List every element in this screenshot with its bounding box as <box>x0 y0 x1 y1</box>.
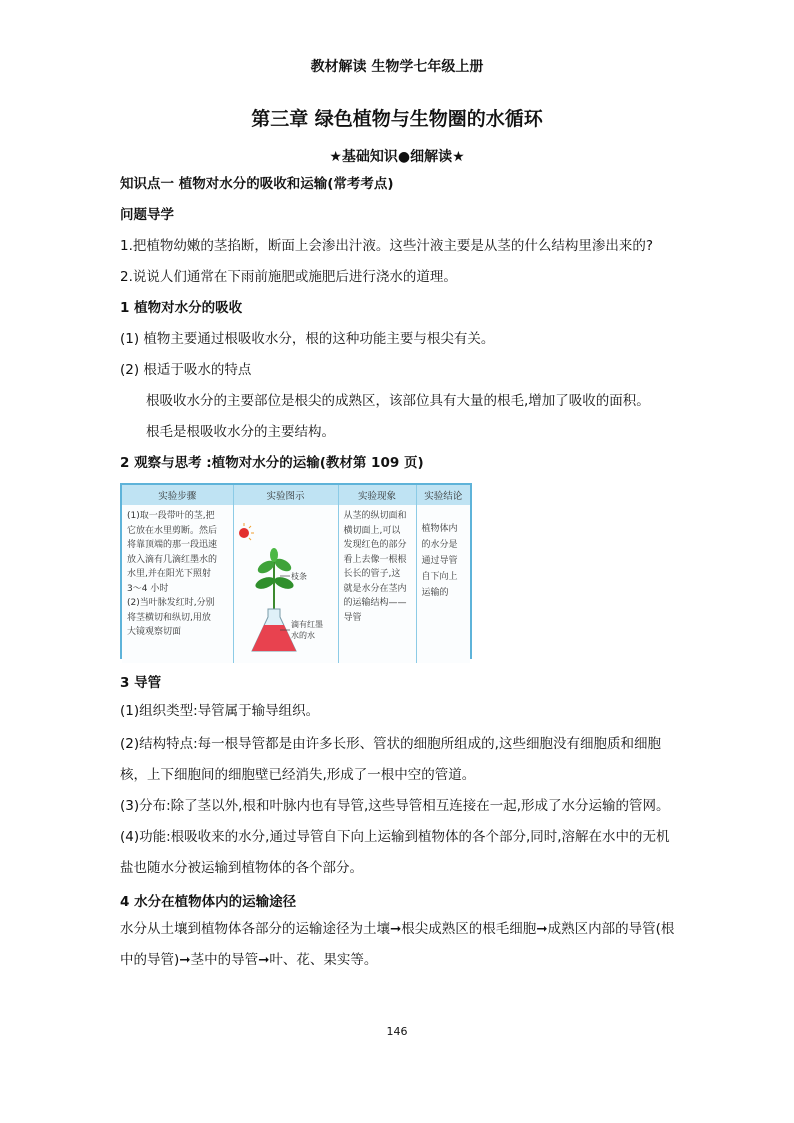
section-3-para-3: (3)分布:除了茎以外,根和叶脉内也有导管,这些导管相互连接在一起,形成了水分运输的管网。 <box>120 798 670 814</box>
section-1-title: 1 植物对水分的吸收 <box>120 300 243 316</box>
guide-title: 问题导学 <box>120 207 174 223</box>
step-line: (2)当叶脉发红时,分别 <box>127 598 215 608</box>
experiment-figure <box>234 505 338 657</box>
conclusion-line: 通过导管 <box>421 556 458 566</box>
figure-label-water: 水的水 <box>290 631 315 640</box>
page-number: 146 <box>386 1025 408 1038</box>
table-cell-conclusion <box>416 505 470 663</box>
observation-line: 看上去像一根根 <box>343 554 407 565</box>
table-cell-observation <box>338 505 416 663</box>
step-line: 水里,并在阳光下照射 <box>127 569 211 579</box>
section-2-title: 2 观察与思考 :植物对水分的运输(教材第 109 页) <box>120 455 424 471</box>
conclusion-line: 自下向上 <box>421 572 458 582</box>
observation-line: 就是水分在茎内 <box>343 583 407 594</box>
observation-line: 导管 <box>343 612 362 623</box>
figure-label-branch: 枝条 <box>290 572 307 581</box>
guide-question-1: 1.把植物幼嫩的茎掐断，断面上会渗出汁液。这些汁液主要是从茎的什么结构里渗出来的? <box>120 238 654 254</box>
observation-line: 的运输结构—— <box>343 598 407 608</box>
section-subtitle: ★基础知识●细解读★ <box>329 149 465 165</box>
step-line: 3～4 小时 <box>127 583 169 594</box>
body-text <box>120 174 680 976</box>
section-3-para-2: (2)结构特点:每一根导管都是由许多长形、管状的细胞所组成的,这些细胞没有细胞质和细胞核，上下细胞间的细胞壁已经消失,形成了一根中空的管道。 <box>120 736 661 783</box>
section-4-title: 4 水分在植物体内的运输途径 <box>120 894 297 910</box>
table-header-steps: 实验步骤 <box>122 485 233 505</box>
running-header: 教材解读 生物学七年级上册 <box>310 59 484 75</box>
section-3-para-1: (1)组织类型:导管属于输导组织。 <box>120 703 320 719</box>
step-line: 大镜观察切面 <box>127 627 182 637</box>
step-line: (1)取一段带叶的茎,把 <box>127 511 215 521</box>
observation-line: 从茎的纵切面和 <box>343 511 407 521</box>
table-header-observation: 实验现象 <box>338 485 416 505</box>
conclusion-line: 的水分是 <box>421 540 458 550</box>
step-line: 将靠顶端的那一段迅速 <box>127 540 218 550</box>
chapter-title: 第三章 绿色植物与生物圈的水循环 <box>251 108 543 130</box>
section-3-para-4: (4)功能:根吸收来的水分,通过导管自下向上运输到植物体的各个部分,同时,溶解在水中的无机盐也随水分被运输到植物体的各个部分。 <box>120 829 670 876</box>
section-1-para-3: 根吸收水分的主要部位是根尖的成熟区，该部位具有大量的根毛,增加了吸收的面积。 <box>146 393 650 409</box>
knowledge-point-title: 知识点一 植物对水分的吸收和运输(常考考点) <box>120 176 394 192</box>
observation-line: 发现红色的部分 <box>343 540 407 550</box>
observation-line: 长长的管子,这 <box>343 569 401 579</box>
table-header-conclusion: 实验结论 <box>416 485 470 505</box>
step-line: 将茎横切和纵切,用放 <box>127 612 211 623</box>
section-4-para-1: 水分从土壤到植物体各部分的运输途径为土壤➞根尖成熟区的根毛细胞➞成熟区内部的导管(根中的导管)➞茎中的导管➞叶、花、果实等。 <box>120 921 675 968</box>
section-1-para-4: 根毛是根吸收水分的主要结构。 <box>146 424 335 440</box>
table-header-figure: 实验图示 <box>233 485 338 505</box>
guide-question-2: 2.说说人们通常在下雨前施肥或施肥后进行浇水的道理。 <box>120 269 457 285</box>
section-1-para-1: (1) 植物主要通过根吸收水分，根的这种功能主要与根尖有关。 <box>120 331 495 347</box>
section-3-title: 3 导管 <box>120 675 162 691</box>
figure-label-water: 滴有红墨 <box>290 620 323 629</box>
experiment-table <box>120 483 472 659</box>
conclusion-line: 植物体内 <box>421 524 458 534</box>
sun-icon <box>239 523 254 540</box>
table-cell-figure <box>233 505 338 663</box>
conclusion-line: 运输的 <box>421 588 449 598</box>
section-1-para-2: (2) 根适于吸水的特点 <box>120 362 252 378</box>
table-cell-steps <box>122 505 233 663</box>
step-line: 它放在水里剪断。然后 <box>127 525 218 536</box>
step-line: 放入滴有几滴红墨水的 <box>127 554 218 565</box>
observation-line: 横切面上,可以 <box>343 525 401 536</box>
